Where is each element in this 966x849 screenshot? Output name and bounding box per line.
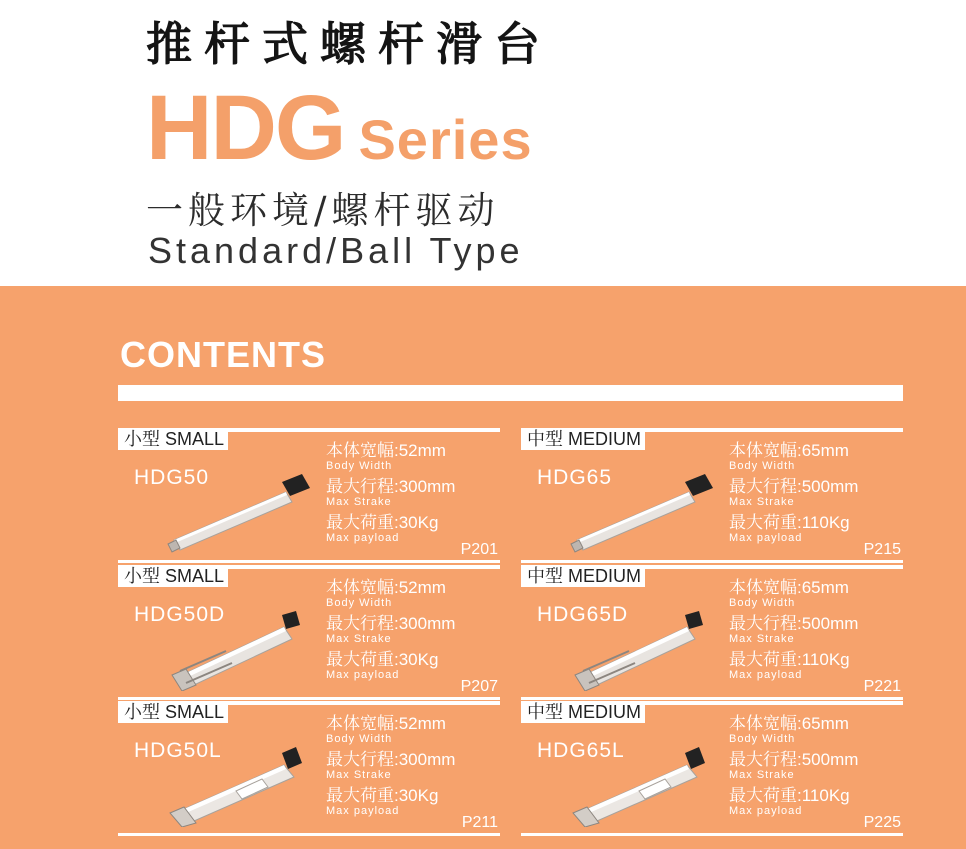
spec-list <box>326 715 455 823</box>
model-name: HDG65 <box>537 466 613 489</box>
max-payload-label: Max payload <box>326 669 400 681</box>
series-name: HDG <box>146 77 345 179</box>
max-stroke: 最大行程:500mm <box>729 477 859 496</box>
body-width: 本体宽幅:65mm <box>729 578 849 597</box>
body-width: 本体宽幅:52mm <box>326 714 446 733</box>
body-width-label: Body Width <box>729 597 796 609</box>
card-bottom-line <box>118 833 500 836</box>
max-payload-label: Max payload <box>729 805 803 817</box>
actuator-image-dual-rod-icon <box>569 611 719 691</box>
max-payload: 最大荷重:30Kg <box>326 650 439 669</box>
card-bottom-line <box>521 833 903 836</box>
body-width: 本体宽幅:65mm <box>729 441 849 460</box>
subtitle-cn: 一般环境/螺杆驱动 <box>146 189 500 232</box>
card-bottom-line <box>521 697 903 700</box>
product-card-hdg65l[interactable] <box>521 701 903 836</box>
max-stroke-label: Max Strake <box>326 496 392 508</box>
body-width-label: Body Width <box>326 597 393 609</box>
body-width: 本体宽幅:52mm <box>326 441 446 460</box>
product-card-hdg50[interactable] <box>118 428 500 563</box>
max-payload: 最大荷重:30Kg <box>326 513 439 532</box>
spec-list <box>326 442 455 550</box>
max-stroke-label: Max Strake <box>729 769 795 781</box>
max-stroke-label: Max Strake <box>729 633 795 645</box>
catalog-header <box>0 0 966 286</box>
page-reference-link[interactable]: P221 <box>863 678 901 695</box>
max-payload: 最大荷重:110Kg <box>729 786 850 805</box>
product-card-hdg50d[interactable] <box>118 565 500 700</box>
max-payload-label: Max payload <box>729 669 803 681</box>
card-bottom-line <box>118 560 500 563</box>
body-width-label: Body Width <box>729 460 796 472</box>
actuator-image-dual-rod-icon <box>166 611 316 691</box>
size-label: 小型 SMALL <box>118 428 228 450</box>
page-reference-link[interactable]: P215 <box>863 541 901 558</box>
max-stroke: 最大行程:300mm <box>326 750 456 769</box>
max-payload-label: Max payload <box>326 805 400 817</box>
subtitle-en: Standard/Ball Type <box>148 230 524 271</box>
actuator-image-guide-icon <box>569 747 719 827</box>
model-name: HDG50L <box>134 739 222 762</box>
card-bottom-line <box>118 697 500 700</box>
spec-list <box>729 442 858 550</box>
size-label: 中型 MEDIUM <box>521 428 645 450</box>
contents-divider <box>118 385 903 401</box>
model-name: HDG50D <box>134 603 226 626</box>
max-stroke: 最大行程:500mm <box>729 750 859 769</box>
max-payload: 最大荷重:30Kg <box>326 786 439 805</box>
max-stroke-label: Max Strake <box>326 769 392 781</box>
size-label: 小型 SMALL <box>118 701 228 723</box>
product-card-hdg50l[interactable] <box>118 701 500 836</box>
product-card-hdg65d[interactable] <box>521 565 903 700</box>
max-stroke-label: Max Strake <box>729 496 795 508</box>
body-width: 本体宽幅:65mm <box>729 714 849 733</box>
body-width: 本体宽幅:52mm <box>326 578 446 597</box>
actuator-image-rod-icon <box>166 474 316 554</box>
max-stroke: 最大行程:300mm <box>326 614 456 633</box>
series-word: Series <box>358 108 533 171</box>
page-reference-link[interactable]: P207 <box>460 678 498 695</box>
model-name: HDG65D <box>537 603 629 626</box>
card-bottom-line <box>521 560 903 563</box>
body-width-label: Body Width <box>326 733 393 745</box>
max-stroke-label: Max Strake <box>326 633 392 645</box>
actuator-image-rod-icon <box>569 474 719 554</box>
max-stroke: 最大行程:500mm <box>729 614 859 633</box>
max-payload: 最大荷重:110Kg <box>729 650 850 669</box>
product-card-hdg65[interactable] <box>521 428 903 563</box>
contents-title: CONTENTS <box>120 334 326 375</box>
model-name: HDG50 <box>134 466 210 489</box>
spec-list <box>729 579 858 687</box>
series-title <box>146 76 533 181</box>
max-stroke: 最大行程:300mm <box>326 477 456 496</box>
size-label: 小型 SMALL <box>118 565 228 587</box>
model-name: HDG65L <box>537 739 625 762</box>
size-label: 中型 MEDIUM <box>521 701 645 723</box>
max-payload-label: Max payload <box>326 532 400 544</box>
body-width-label: Body Width <box>729 733 796 745</box>
page-reference-link[interactable]: P201 <box>460 541 498 558</box>
page-reference-link[interactable]: P211 <box>461 814 498 831</box>
page-title: 推杆式螺杆滑台 <box>146 17 552 71</box>
spec-list <box>326 579 455 687</box>
size-label: 中型 MEDIUM <box>521 565 645 587</box>
actuator-image-guide-icon <box>166 747 316 827</box>
max-payload: 最大荷重:110Kg <box>729 513 850 532</box>
page-reference-link[interactable]: P225 <box>863 814 901 831</box>
spec-list <box>729 715 858 823</box>
max-payload-label: Max payload <box>729 532 803 544</box>
body-width-label: Body Width <box>326 460 393 472</box>
